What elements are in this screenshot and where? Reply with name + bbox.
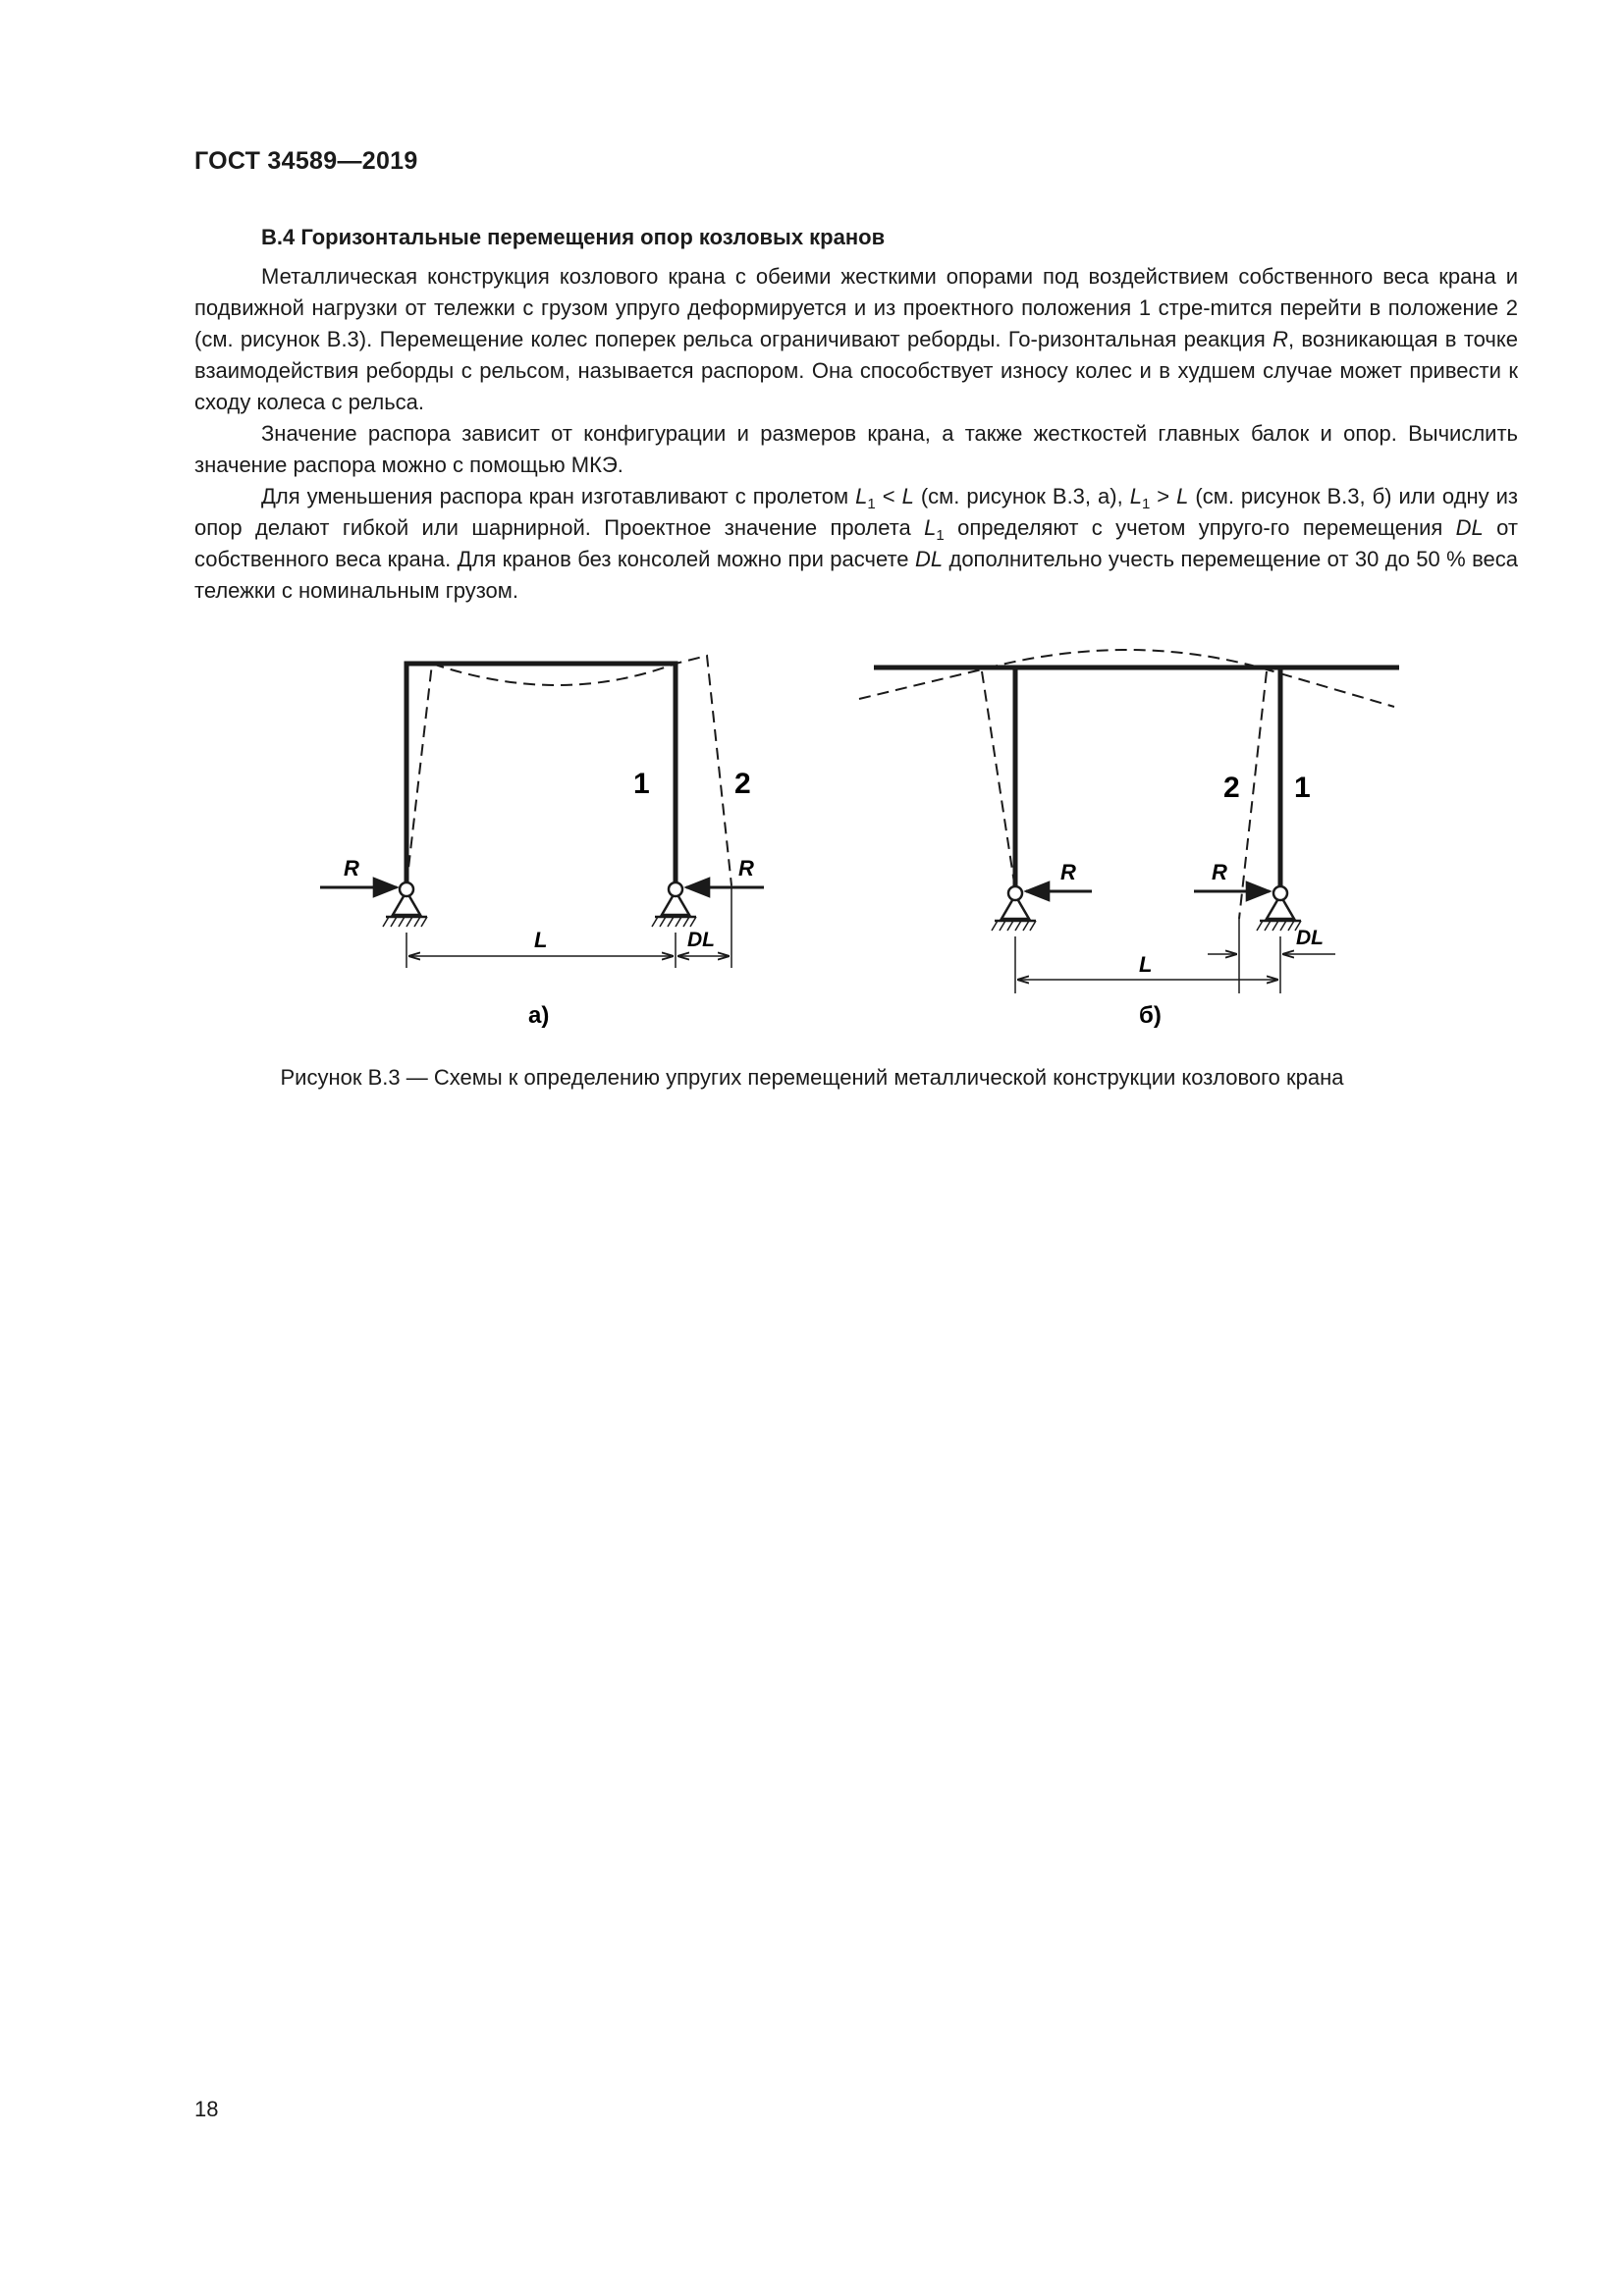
paragraph-3 xyxy=(194,481,1518,607)
frame-deformed-position xyxy=(859,650,1394,707)
label-DL: DL xyxy=(1296,927,1324,949)
hinge-support-right xyxy=(1257,886,1301,931)
label-L: L xyxy=(1139,952,1153,977)
hinge-support-left xyxy=(992,886,1036,931)
subscript-1: 1 xyxy=(867,496,876,512)
greater-than: > xyxy=(1150,484,1177,508)
document-header: ГОСТ 34589—2019 xyxy=(194,147,418,175)
symbol-L1: L xyxy=(1129,484,1142,508)
section-title: В.4 Горизонтальные перемещения опор козловых кранов xyxy=(261,225,886,249)
label-position-2: 2 xyxy=(1223,772,1240,804)
paragraph-1 xyxy=(194,261,1518,418)
page-number: 18 xyxy=(194,2097,219,2121)
symbol-L1: L xyxy=(924,515,937,540)
label-R-right: R xyxy=(738,856,754,881)
paragraph-3-b: (см. рисунок В.3, а), xyxy=(913,484,1130,508)
subscript-1: 1 xyxy=(1141,496,1151,512)
paragraph-3-d: определяют с учетом упруго-го перемещения xyxy=(944,515,1456,540)
paragraph-3-e: от собственного веса крана. Для кранов без консолей можно при расчете xyxy=(194,515,1518,571)
leg-right-deformed xyxy=(1239,671,1267,919)
symbol-L1: L xyxy=(855,484,868,508)
less-than: < xyxy=(875,484,902,508)
paragraph-1-tail: , возникающая в точке взаимодействия реборды с рельсом, называется распором. Она способствует износу колес и в худшем случае может привести к сходу колеса с рельса. xyxy=(194,327,1518,414)
paragraph-3-f: дополнительно учесть перемещение от 30 до 50 % веса тележки с номинальным грузом. xyxy=(194,547,1519,603)
diagram-a xyxy=(320,656,764,1029)
symbol-L: L xyxy=(1176,484,1189,508)
symbol-R: R xyxy=(1272,327,1288,351)
figure-b3 xyxy=(0,628,1624,1090)
subscript-1: 1 xyxy=(936,527,945,544)
hinge-support-right xyxy=(652,882,696,927)
symbol-L: L xyxy=(901,484,914,508)
figure-caption: Рисунок В.3 — Схемы к определению упругих перемещений металлической конструкции козлового крана xyxy=(280,1065,1344,1090)
paragraph-3-a: Для уменьшения распора кран изготавливают с пролетом xyxy=(261,484,849,508)
symbol-DL: DL xyxy=(914,547,944,571)
diagram-b xyxy=(859,650,1399,1029)
symbol-DL: DL xyxy=(1455,515,1484,540)
label-R-right: R xyxy=(1212,860,1227,884)
label-position-2: 2 xyxy=(734,768,751,800)
label-position-1: 1 xyxy=(1294,772,1311,804)
sublabel-b: б) xyxy=(1139,1002,1162,1029)
sublabel-a: а) xyxy=(528,1002,550,1029)
leg-left-deformed xyxy=(982,671,1015,889)
label-L: L xyxy=(534,928,548,952)
label-DL: DL xyxy=(687,929,715,951)
label-position-1: 1 xyxy=(633,768,650,800)
main-content xyxy=(194,222,1518,607)
paragraph-2: Значение распора зависит от конфигурации и размеров крана, а также жесткостей главных балок и опор. Вычислить значение распора можно с помощью МКЭ. xyxy=(194,421,1518,477)
label-R-left: R xyxy=(344,856,359,881)
paragraph-1-text: Металлическая конструкция козлового крана с обеими жесткими опорами под воздействием собственного веса крана и подвижной нагрузки от тележки с грузом упруго деформируется и из проектного положения 1 стре-mится перейти в положение 2 (см. рисунок В.3). Перемещение колес поперек рельса ограничивают реборды. Го-ризонтальная реакция xyxy=(194,264,1518,351)
paragraph-3-c: (см. рисунок В.3, б) или одну из опор делают гибкой или шарнирной. Проектное значение пролета xyxy=(194,484,1518,540)
label-R-left: R xyxy=(1060,860,1076,884)
hinge-support-left xyxy=(383,882,427,927)
figure-b3-diagrams xyxy=(0,628,1624,1060)
frame-deformed-position xyxy=(406,656,731,885)
